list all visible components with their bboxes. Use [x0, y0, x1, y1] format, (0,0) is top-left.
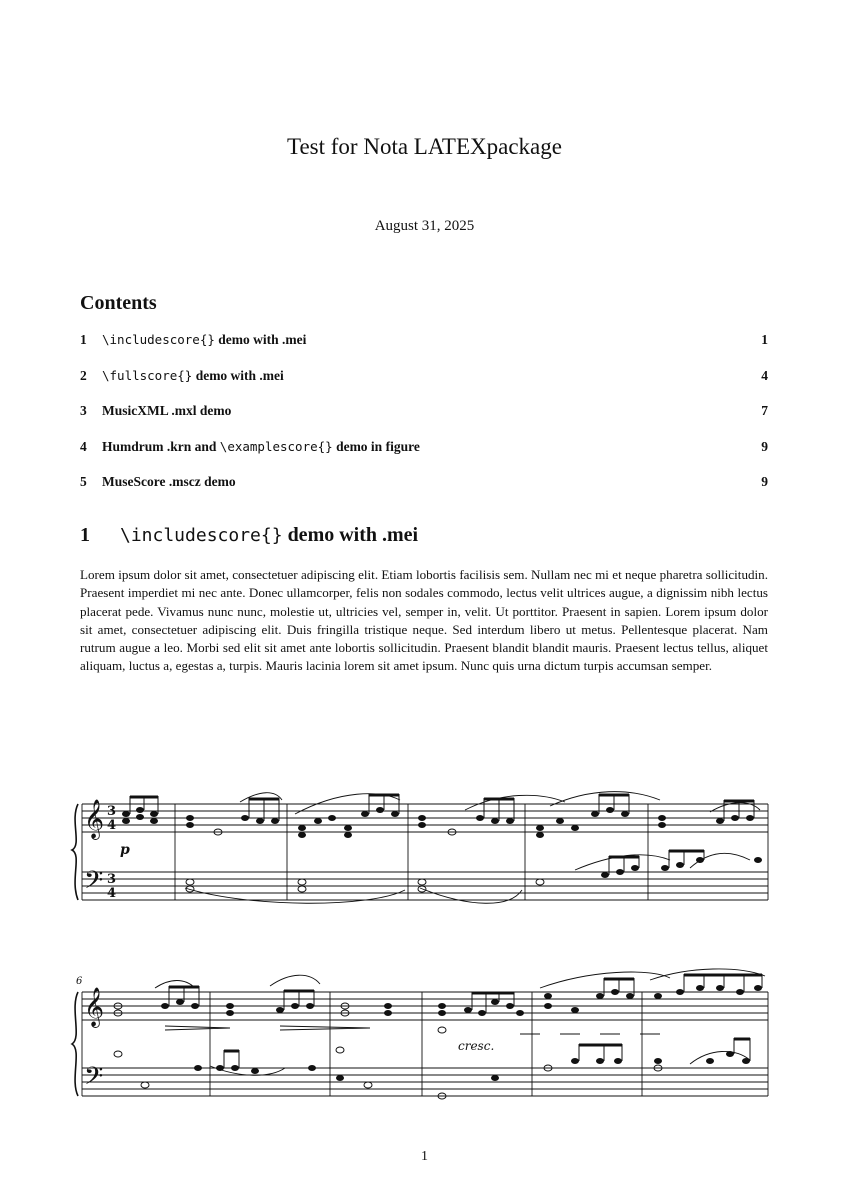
music-notation-system-2 — [70, 968, 780, 1108]
toc-entry-number: 2 — [80, 367, 87, 383]
time-signature-bottom-bass: 4 — [107, 886, 117, 901]
toc-entry-title — [102, 403, 231, 419]
score-system-1 — [70, 790, 780, 910]
toc-entry-title — [102, 474, 236, 490]
table-of-contents — [80, 332, 768, 510]
toc-entry-page: 9 — [761, 474, 768, 489]
toc-entry[interactable] — [80, 439, 768, 475]
toc-entry-text: MuseScore .mscz demo — [102, 474, 236, 489]
toc-entry-number: 5 — [80, 474, 87, 489]
toc-entry-command: \includescore{} — [102, 332, 215, 347]
toc-entry-title — [102, 332, 306, 348]
toc-entry-title — [102, 439, 420, 455]
time-signature-bottom: 4 — [107, 818, 117, 833]
svg-text:𝄢: 𝄢 — [84, 866, 104, 901]
toc-entry-command: \examplescore{} — [219, 438, 333, 454]
contents-heading: Contents — [80, 292, 157, 314]
toc-entry-number: 3 — [80, 403, 87, 418]
expression-marking: cresc. — [458, 1039, 495, 1053]
svg-text:𝄞: 𝄞 — [84, 799, 105, 839]
toc-entry[interactable] — [80, 403, 768, 439]
section-number: 1 — [80, 524, 90, 546]
toc-entry-page: 4 — [761, 367, 768, 383]
toc-entry-text: MusicXML .mxl demo — [102, 403, 232, 418]
toc-entry-page: 1 — [761, 332, 768, 347]
toc-entry[interactable] — [80, 474, 768, 510]
toc-entry-title — [102, 368, 284, 384]
toc-entry-text: demo in figure — [332, 438, 420, 454]
dynamic-marking: p — [120, 842, 130, 858]
toc-entry[interactable] — [80, 332, 768, 368]
document-date: August 31, 2025 — [374, 218, 475, 234]
toc-entry-text: demo with .mei — [192, 367, 284, 383]
toc-entry-text-start: Humdrum .krn and — [102, 438, 220, 454]
document-title: Test for Nota LATEXpackage — [287, 134, 562, 159]
time-signature-top: 3 — [107, 804, 117, 819]
section-title: demo with .mei — [282, 524, 419, 546]
measure-number: 6 — [76, 976, 83, 987]
section-heading — [80, 524, 418, 547]
page-number: 1 — [421, 1149, 428, 1164]
toc-entry-page: 9 — [761, 438, 768, 454]
toc-entry[interactable] — [80, 368, 768, 404]
toc-entry-page: 7 — [761, 403, 768, 418]
svg-text:𝄢: 𝄢 — [84, 1062, 104, 1097]
toc-entry-number: 1 — [80, 332, 87, 347]
music-notation-system-1 — [70, 790, 780, 910]
toc-entry-command: \fullscore{} — [102, 367, 193, 383]
body-paragraph: Lorem ipsum dolor sit amet, consectetuer adipiscing elit. Etiam lobortis facilisis sem. Nullam nec mi et neque pharetra sollicitudin. Praesent imperdiet mi nec ante. Donec ullamcorper, felis non sodales commodo, lectus velit ultrices augue, a dignissim nibh lectus placerat pede. Vivamus nunc nunc, molestie ut, ultricies vel, semper in, velit. Ut porttitor. Praesent in sapien. Lorem ipsum dolor sit amet, consectetuer adipiscing elit. Duis fringilla tristique neque. Sed interdum libero ut metus. Pellentesque placerat. Nam rutrum augue a leo. Morbi sed elit sit amet ante lobortis sollicitudin. Praesent blandit blandit mauris. Praesent lectus tellus, aliquet aliquam, luctus a, egestas a, turpis. Mauris lacinia lorem sit amet ipsum. Nunc quis urna dictum turpis accumsan semper. — [80, 567, 768, 674]
section-command: \includescore{} — [120, 525, 283, 546]
time-signature-top-bass: 3 — [107, 872, 117, 887]
toc-entry-number: 4 — [80, 438, 87, 454]
toc-entry-text: demo with .mei — [214, 332, 307, 347]
svg-text:𝄞: 𝄞 — [84, 987, 105, 1027]
score-system-2 — [70, 968, 780, 1108]
